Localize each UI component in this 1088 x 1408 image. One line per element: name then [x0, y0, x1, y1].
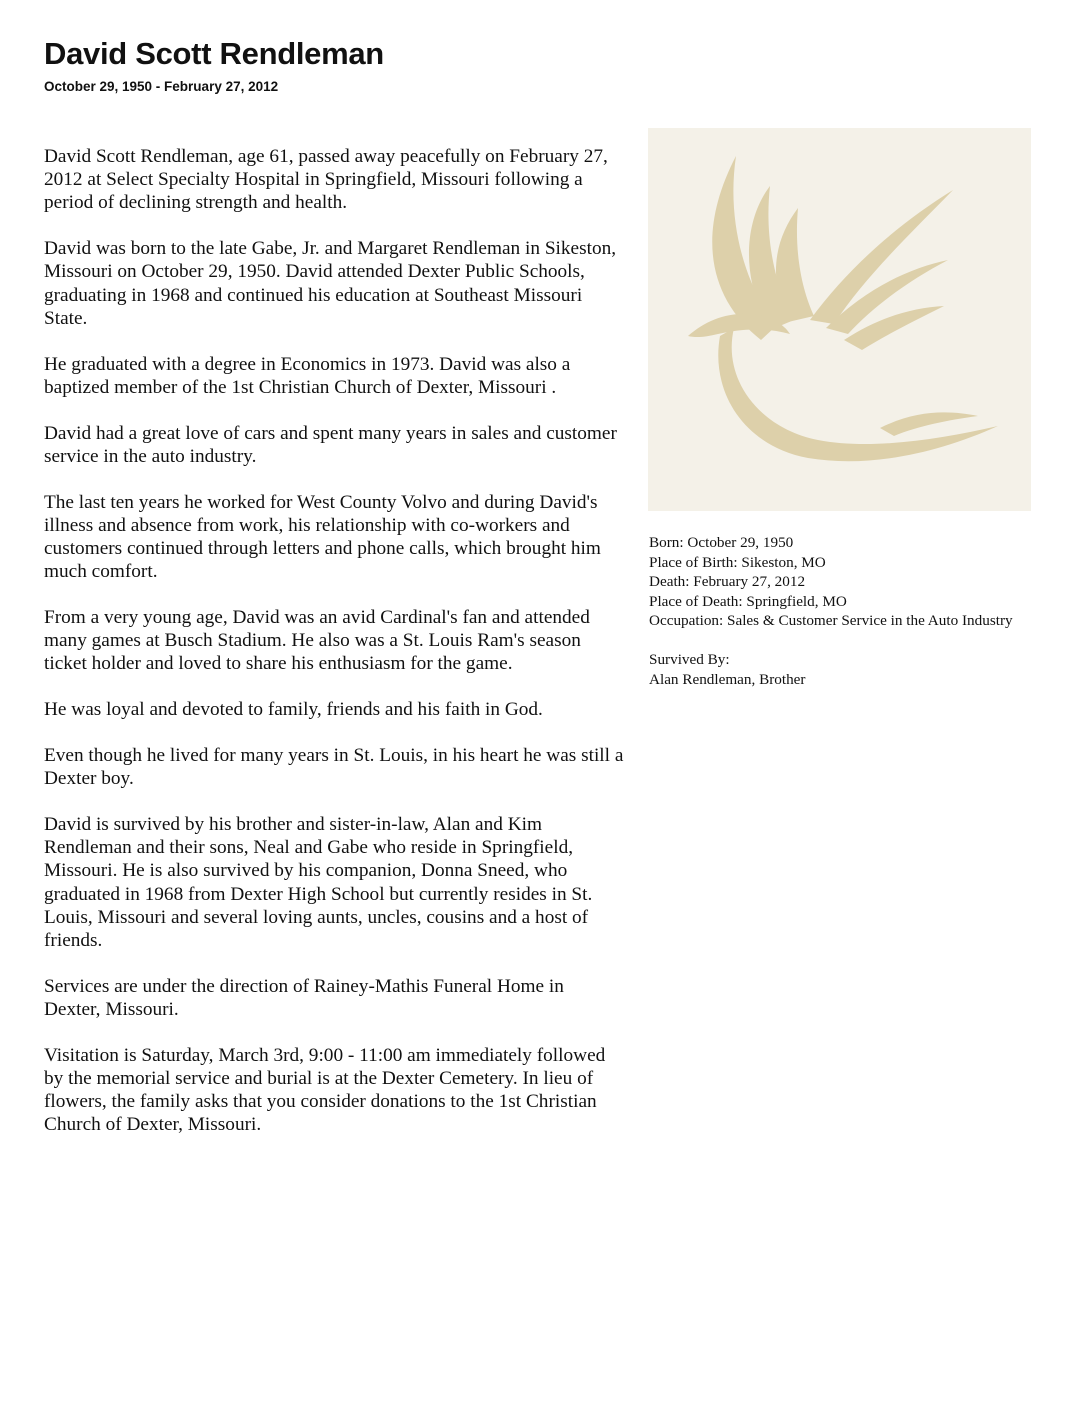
- survivor-item: Alan Rendleman, Brother: [649, 670, 806, 688]
- obituary-paragraph: Services are under the direction of Rainey-Mathis Funeral Home in Dexter, Missouri.: [44, 975, 564, 1021]
- obituary-paragraph: From a very young age, David was an avid Cardinal's fan and attended many games at Busch Stadium. He also was a St. Louis Ram's season ticket holder and loved to share his enthusiasm for the game.: [44, 607, 590, 675]
- fact-death: Death: February 27, 2012: [649, 573, 806, 590]
- obituary-paragraph: David had a great love of cars and spent many years in sales and customer service in the auto industry.: [44, 422, 617, 467]
- memorial-image: [648, 128, 1031, 511]
- obituary-paragraph: He was loyal and devoted to family, friends and his faith in God.: [44, 699, 543, 721]
- vital-facts: [649, 533, 1049, 689]
- obituary-paragraph: David Scott Rendleman, age 61, passed away peacefully on February 27, 2012 at Select Specialty Hospital in Springfield, Missouri following a period of declining strength and health.: [44, 146, 608, 214]
- dove-icon: [648, 128, 1031, 511]
- survived-by-label: Survived By:: [649, 651, 730, 668]
- obituary-paragraph: David is survived by his brother and sister-in-law, Alan and Kim Rendleman and their sons, Neal and Gabe who reside in Springfield, Missouri. He is also survived by his companion, Donna Sneed, who graduated in 1968 from Dexter High School but currently resides in St. Louis, Missouri and several loving aunts, uncles, cousins and a host of friends.: [44, 814, 593, 952]
- fact-born: Born: October 29, 1950: [649, 534, 794, 551]
- obituary-paragraph: Even though he lived for many years in St. Louis, in his heart he was still a Dexter boy.: [44, 745, 624, 790]
- page-title: David Scott Rendleman: [44, 36, 384, 71]
- obituary-paragraph: David was born to the late Gabe, Jr. and Margaret Rendleman in Sikeston, Missouri on October 29, 1950. David attended Dexter Public Schools, graduating in 1968 and continued his education at Southeast Missouri State.: [44, 238, 617, 329]
- fact-place-of-death: Place of Death: Springfield, MO: [649, 592, 847, 610]
- life-dates: October 29, 1950 - February 27, 2012: [44, 79, 279, 94]
- fact-occupation: Occupation: Sales & Customer Service in the Auto Industry: [649, 612, 1013, 629]
- obituary-paragraph: Visitation is Saturday, March 3rd, 9:00 - 11:00 am immediately followed by the memorial service and burial is at the Dexter Cemetery. In lieu of flowers, the family asks that you consider donations to the 1st Christian Church of Dexter, Missouri.: [44, 1044, 606, 1136]
- obituary-paragraph: He graduated with a degree in Economics in 1973. David was also a baptized member of the 1st Christian Church of Dexter, Missouri .: [44, 353, 571, 398]
- fact-spacer: [649, 631, 1049, 651]
- obituary-text: [44, 145, 624, 1159]
- fact-place-of-birth: Place of Birth: Sikeston, MO: [649, 553, 826, 571]
- obituary-paragraph: The last ten years he worked for West County Volvo and during David's illness and absence from work, his relationship with co-workers and customers continued through letters and phone calls, which brought him much comfort.: [44, 491, 601, 583]
